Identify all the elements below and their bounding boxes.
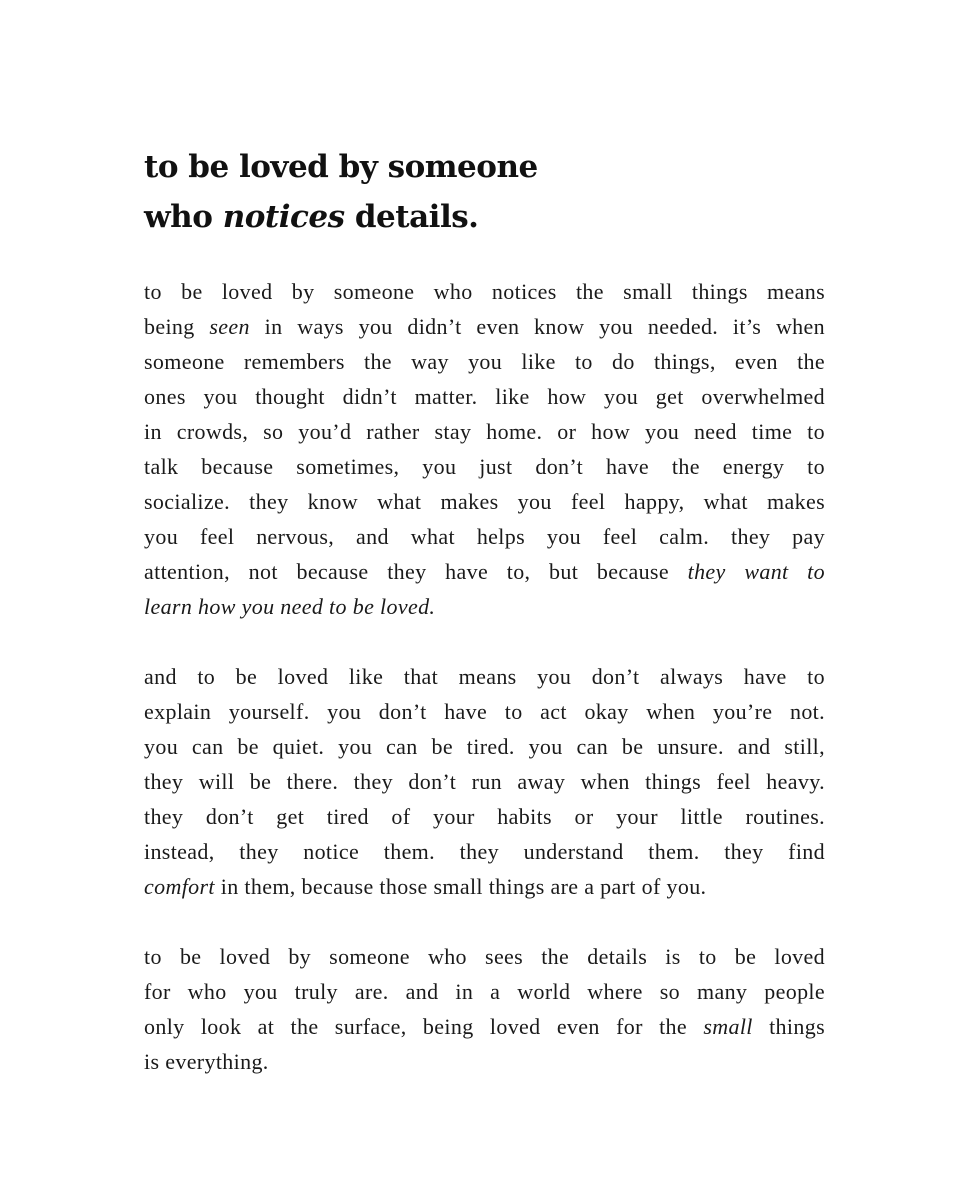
text-segment: only look at the surface, being loved even for the — [144, 1014, 704, 1039]
text-segment: things — [752, 1014, 825, 1039]
text-segment: socialize. they know what makes you feel happy, what makes — [144, 489, 825, 514]
text-segment: attention, not because they have to, but because — [144, 559, 688, 584]
emphasized-text: learn how you need to be loved. — [144, 594, 436, 619]
text-line — [144, 974, 825, 1009]
text-line — [144, 589, 825, 624]
text-line — [144, 1044, 825, 1079]
text-segment: talk because sometimes, you just don’t have the energy to — [144, 454, 825, 479]
text-line — [144, 764, 825, 799]
text-segment: you feel nervous, and what helps you feel calm. they pay — [144, 524, 825, 549]
text-line — [144, 309, 825, 344]
text-line — [144, 694, 825, 729]
emphasized-text: comfort — [144, 874, 215, 899]
text-line — [144, 799, 825, 834]
text-segment: for who you truly are. and in a world where so many people — [144, 979, 825, 1004]
paragraph-3 — [144, 939, 825, 1079]
text-segment: instead, they notice them. they understand them. they find — [144, 839, 825, 864]
text-line — [144, 344, 825, 379]
text-line — [144, 554, 825, 589]
page-title — [144, 142, 844, 242]
text-segment: they don’t get tired of your habits or your little routines. — [144, 804, 825, 829]
text-line — [144, 869, 825, 904]
text-line — [144, 484, 825, 519]
title-line-2-start: who — [144, 199, 223, 235]
title-line-2-end: details. — [344, 199, 479, 235]
text-segment: you can be quiet. you can be tired. you can be unsure. and still, — [144, 734, 825, 759]
text-line — [144, 379, 825, 414]
paragraph-2 — [144, 659, 825, 904]
paragraph-1 — [144, 274, 825, 624]
text-line — [144, 414, 825, 449]
text-line — [144, 834, 825, 869]
text-line — [144, 659, 825, 694]
text-segment: in ways you didn’t even know you needed. it’s when — [249, 314, 826, 339]
text-segment: someone remembers the way you like to do things, even the — [144, 349, 825, 374]
text-segment: in them, because those small things are a part of you. — [214, 874, 707, 899]
text-segment: ones you thought didn’t matter. like how you get overwhelmed — [144, 384, 825, 409]
text-segment: to be loved by someone who notices the small things means — [144, 279, 825, 304]
text-segment: is everything. — [144, 1049, 269, 1074]
text-line — [144, 274, 825, 309]
text-segment: and to be loved like that means you don’t always have to — [144, 664, 825, 689]
text-line — [144, 939, 825, 974]
text-segment: in crowds, so you’d rather stay home. or how you need time to — [144, 419, 825, 444]
emphasized-text: seen — [209, 314, 250, 339]
title-line-2 — [144, 192, 844, 242]
text-segment: to be loved by someone who sees the details is to be loved — [144, 944, 825, 969]
text-segment: explain yourself. you don’t have to act okay when you’re not. — [144, 699, 825, 724]
text-line — [144, 519, 825, 554]
emphasized-text: small — [703, 1014, 753, 1039]
emphasized-text: they want to — [687, 559, 825, 584]
title-line-1: to be loved by someone — [144, 149, 538, 185]
text-segment: being — [144, 314, 210, 339]
title-emphasis: notices — [222, 199, 345, 235]
text-line — [144, 729, 825, 764]
text-segment: they will be there. they don’t run away when things feel heavy. — [144, 769, 825, 794]
text-line — [144, 449, 825, 484]
text-line — [144, 1009, 825, 1044]
